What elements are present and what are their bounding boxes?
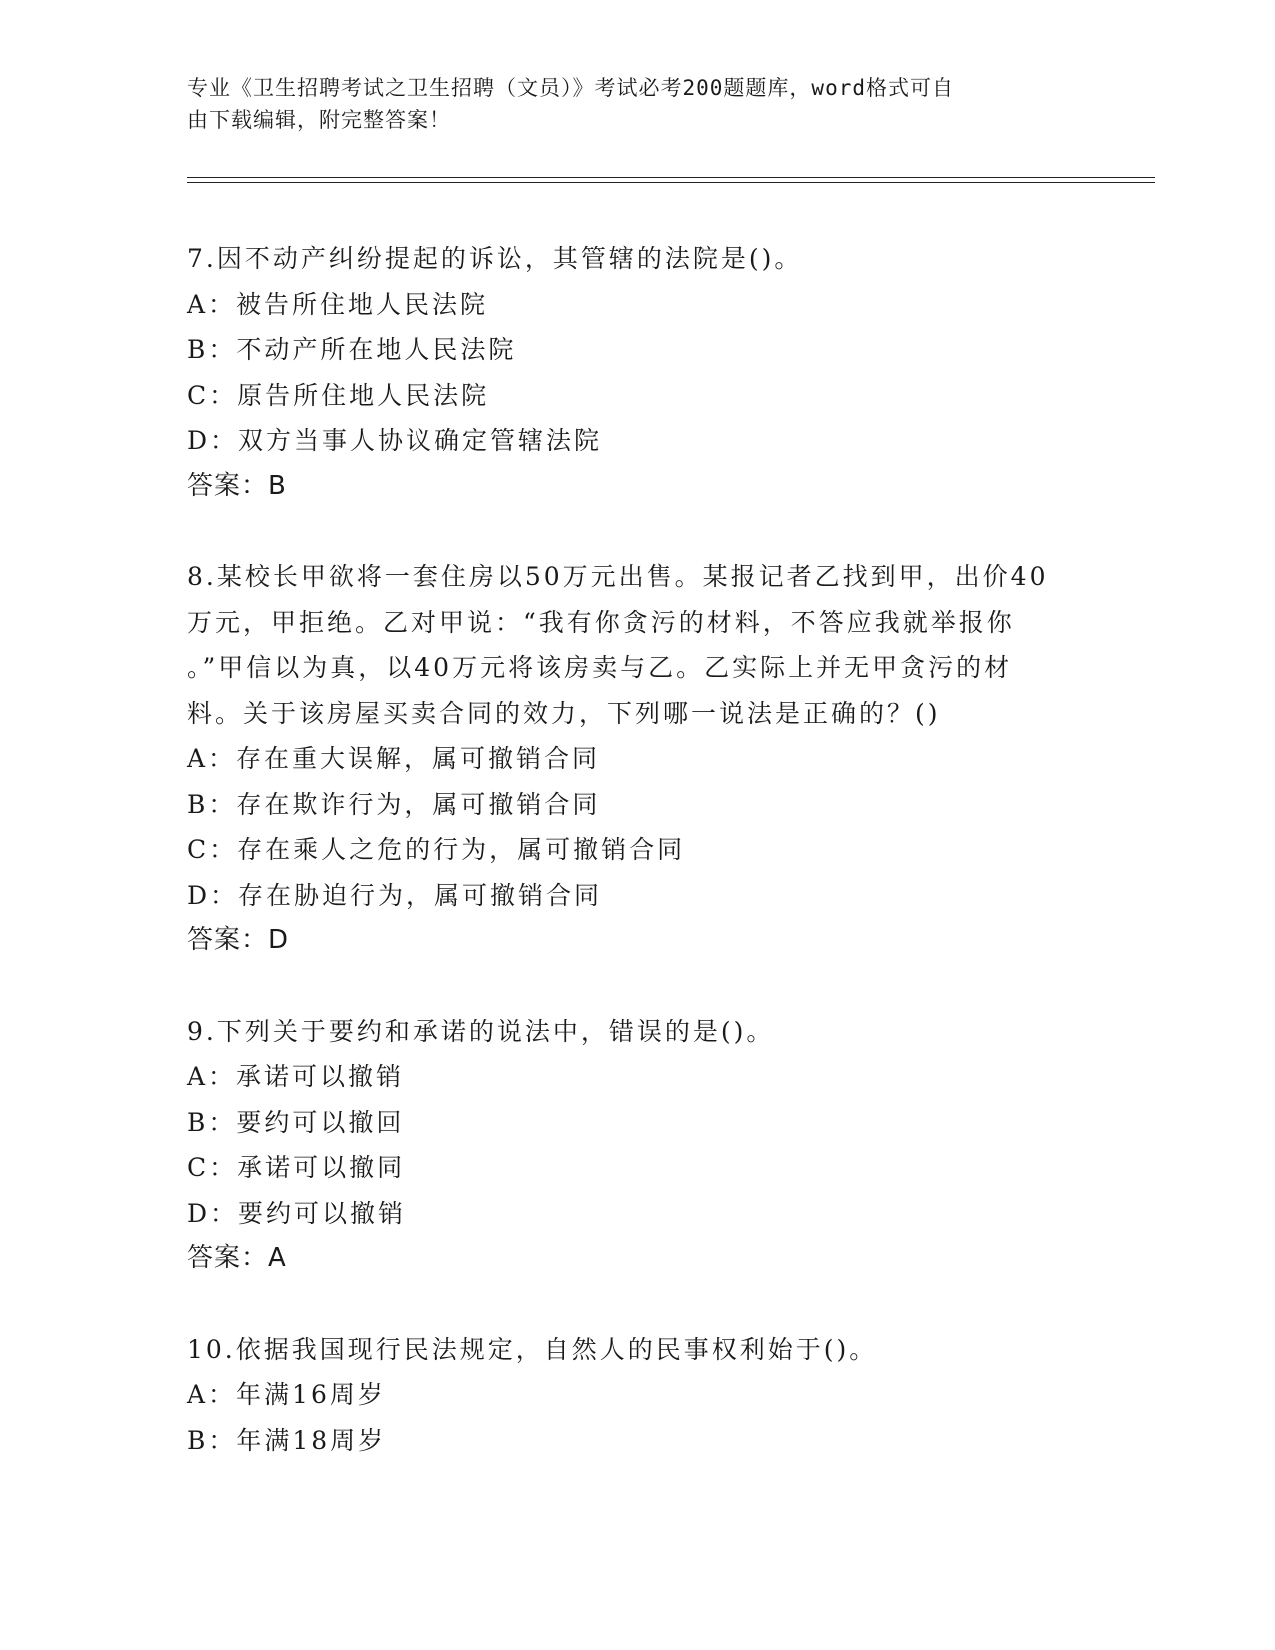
header-line-2: 由下载编辑，附完整答案！	[187, 108, 451, 132]
option-d: D：要约可以撤销	[187, 1198, 407, 1228]
option-c: C：存在乘人之危的行为，属可撤销合同	[187, 835, 686, 864]
question-stem: 料。关于该房屋买卖合同的效力，下列哪一说法是正确的？()	[187, 698, 941, 728]
answer-line: 答案：A	[187, 1243, 287, 1273]
option-a: A：被告所住地人民法院	[187, 289, 489, 319]
option-a: A：年满16周岁	[187, 1380, 386, 1409]
question-9	[187, 1009, 1087, 1282]
option-b: B：要约可以撤回	[187, 1107, 405, 1137]
question-10	[187, 1327, 1087, 1464]
option-c: C：原告所住地人民法院	[187, 380, 490, 410]
question-8	[187, 554, 1087, 964]
question-stem: 9.下列关于要约和承诺的说法中，错误的是()。	[187, 1016, 775, 1046]
header-divider	[187, 177, 1155, 183]
option-a: A：承诺可以撤销	[187, 1062, 405, 1091]
question-list	[187, 236, 1087, 1463]
question-stem: 8.某校长甲欲将一套住房以50万元出售。某报记者乙找到甲，出价40	[187, 562, 1049, 591]
option-c: C：承诺可以撤同	[187, 1153, 406, 1182]
question-7	[187, 236, 1087, 509]
header-line-1: 专业《卫生招聘考试之卫生招聘（文员）》考试必考200题题库，word格式可自	[187, 76, 954, 100]
option-b: B：不动产所在地人民法院	[187, 335, 517, 364]
question-stem: 10.依据我国现行民法规定，自然人的民事权利始于()。	[187, 1334, 878, 1364]
answer-line: 答案：D	[187, 925, 290, 955]
question-stem: 。”甲信以为真，以40万元将该房卖与乙。乙实际上并无甲贪污的材	[187, 653, 1013, 682]
question-stem: 万元，甲拒绝。乙对甲说：“我有你贪污的材料，不答应我就举报你	[187, 607, 1015, 637]
question-stem: 7.因不动产纠纷提起的诉讼，其管辖的法院是()。	[187, 244, 803, 273]
option-d: D：存在胁迫行为，属可撤销合同	[187, 880, 603, 910]
answer-line: 答案：B	[187, 470, 287, 501]
option-d: D：双方当事人协议确定管辖法院	[187, 426, 603, 455]
option-a: A：存在重大误解，属可撤销合同	[187, 744, 601, 773]
option-b: B：存在欺诈行为，属可撤销合同	[187, 789, 601, 819]
option-b: B：年满18周岁	[187, 1425, 387, 1455]
document-header	[187, 72, 1067, 136]
document-page	[187, 0, 1155, 1650]
